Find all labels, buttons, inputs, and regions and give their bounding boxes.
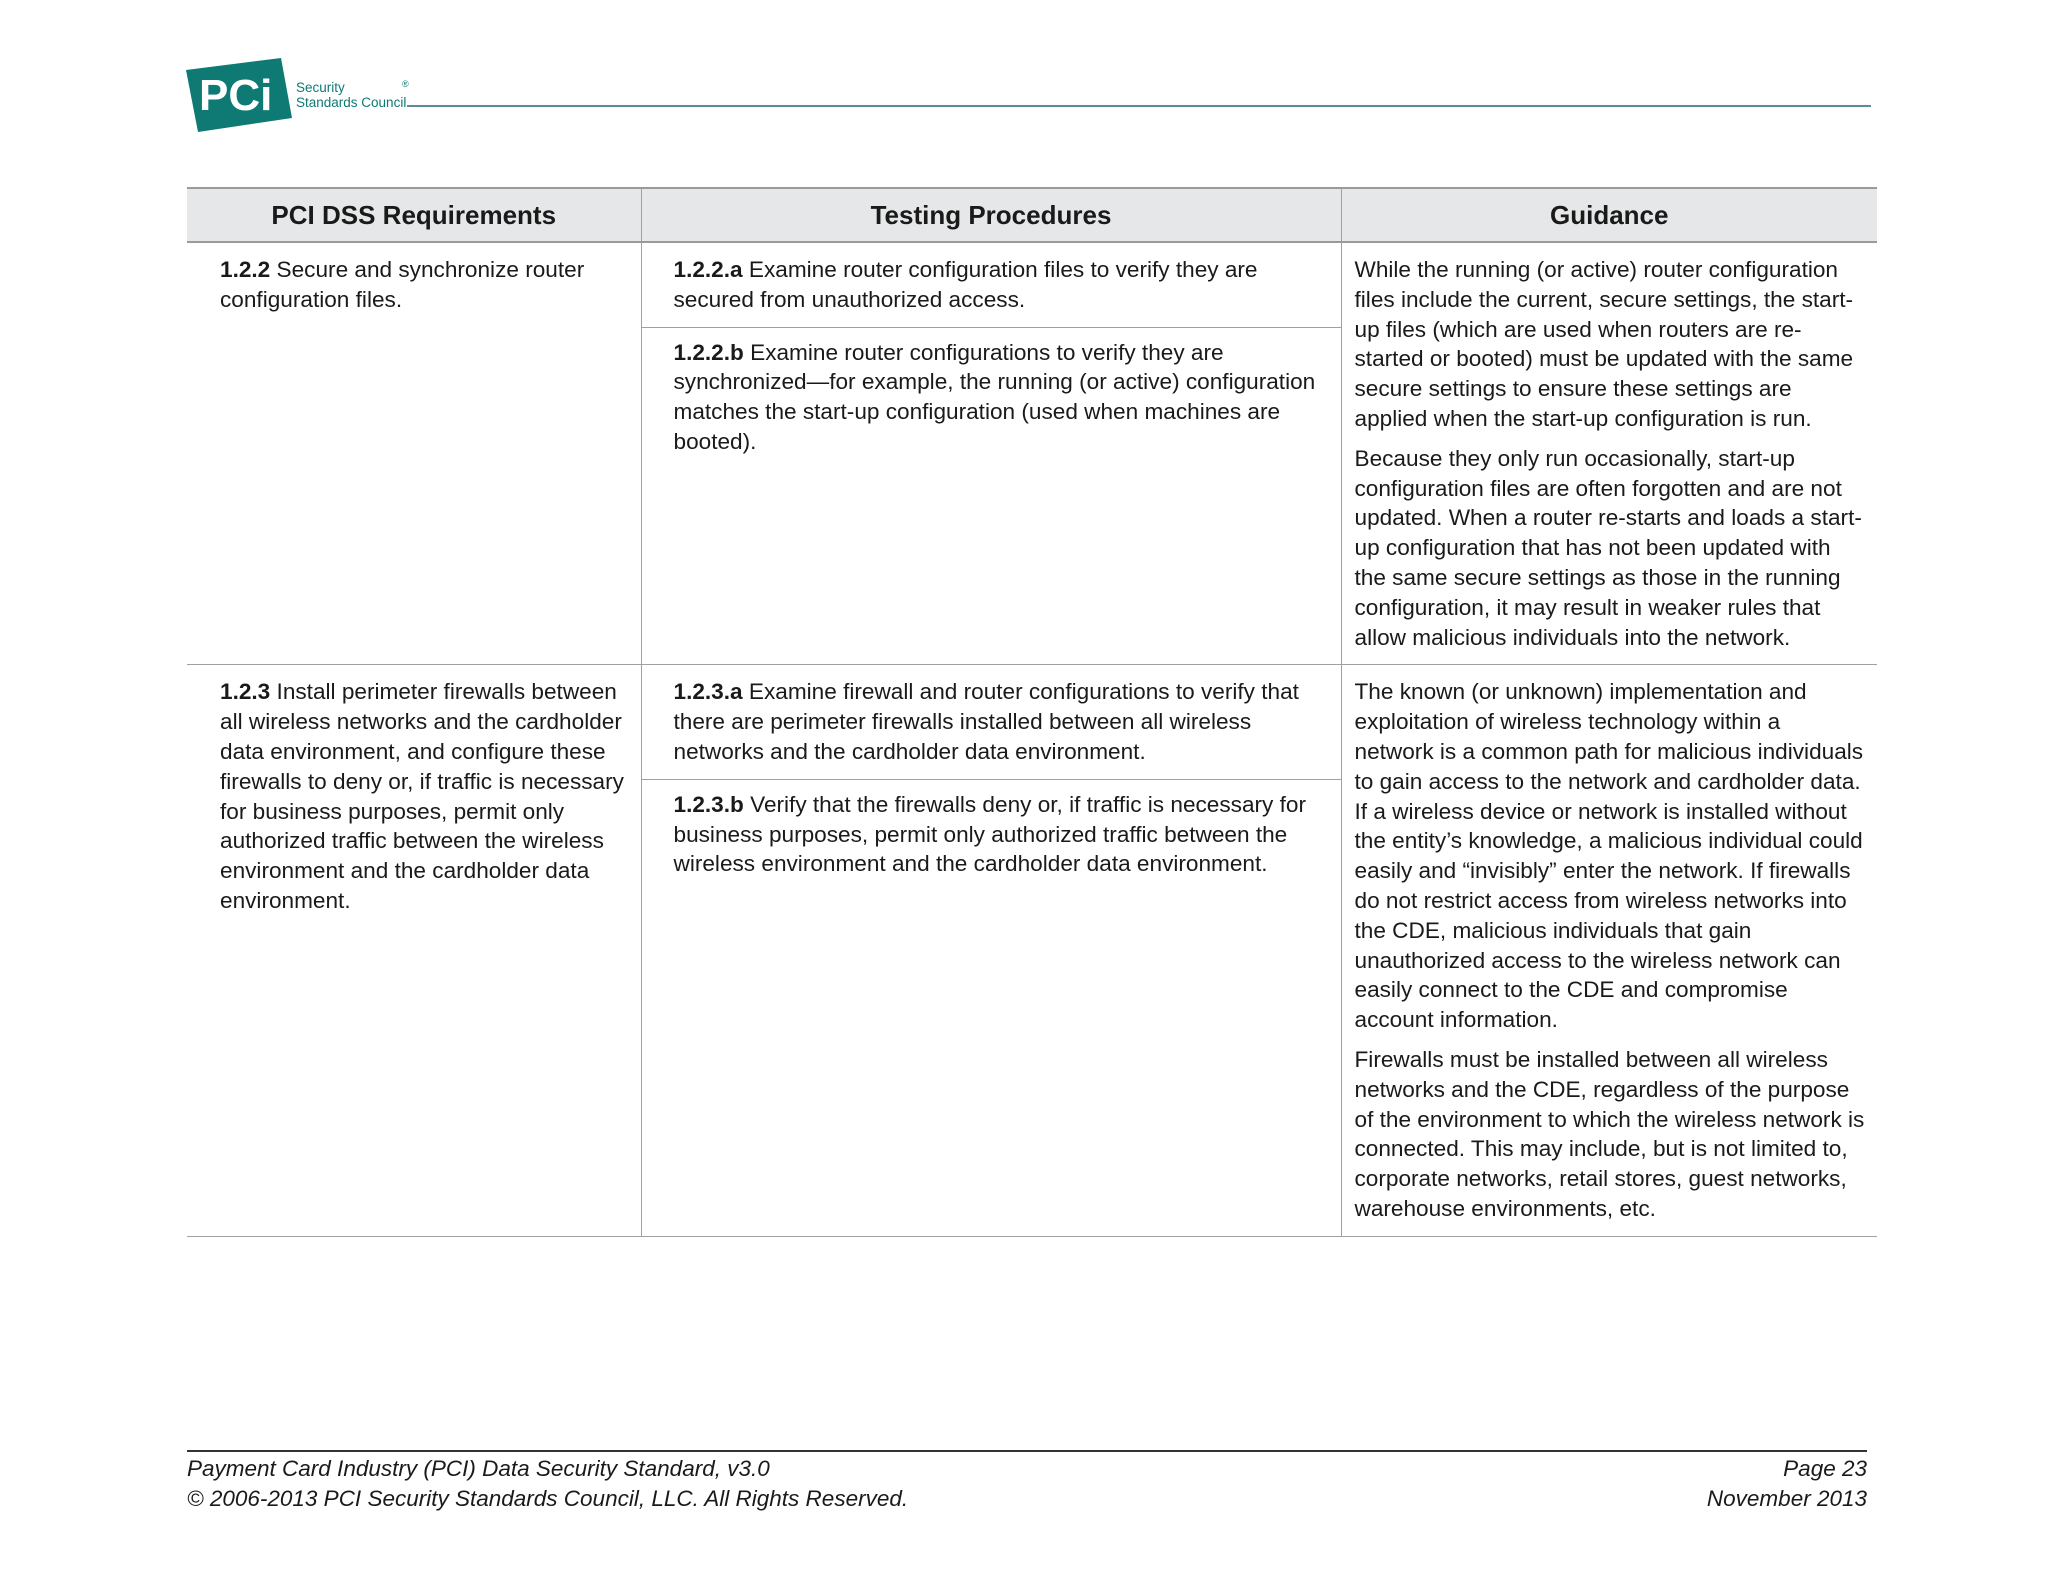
footer-date: November 2013 [1706, 1486, 1867, 1511]
requirement-cell [187, 665, 641, 1236]
procedure-text: Examine firewall and router configurations to verify that there are perimeter firewalls installed between all wireless networks and the cardholder data environment. [673, 679, 1299, 764]
requirement-ref: 1.2.2 [220, 257, 271, 282]
logo-mark: PCi [199, 71, 273, 120]
requirement-cell [187, 242, 641, 665]
header-rule [407, 105, 1871, 107]
procedure-text: Verify that the firewalls deny or, if traffic is necessary for business purposes, permit only authorized traffic between the wireless environment and the cardholder data environment. [673, 791, 1306, 877]
guidance-paragraph: The known (or unknown) implementation and exploitation of wireless technology within a network is a common path for malicious individuals to gain access to the network and cardholder data. If a wireless device or network is installed without the entity’s knowledge, a malicious individual could easily and “invisibly” enter the network. If firewalls do not restrict access from wireless networks into the CDE, malicious individuals that gain unauthorized access to the wireless network can easily connect to the CDE and compromise account information. [1354, 679, 1864, 1033]
guidance-cell [1341, 665, 1877, 1236]
requirements-table [187, 187, 1877, 1237]
procedure-cell [641, 779, 1341, 1236]
procedure-ref: 1.2.2.b [673, 339, 744, 365]
footer-rule [187, 1450, 1867, 1452]
header-guidance: Guidance [1341, 188, 1877, 242]
procedure-text: Examine router configuration files to verify they are secured from unauthorized access. [673, 257, 1258, 312]
registered-mark: ® [402, 79, 409, 89]
table-row [187, 242, 1877, 327]
requirement-ref: 1.2.3 [220, 679, 271, 705]
procedure-ref: 1.2.3.a [673, 679, 743, 705]
guidance-paragraph: Because they only run occasionally, start-up configuration files are often forgotten and are not updated. When a router re-starts and loads a start-up configuration that has not been updated with the same secure settings as those in the running configuration, it may result in weaker rules that allow malicious individuals into the network. [1354, 445, 1862, 650]
footer-copyright: © 2006-2013 PCI Security Standards Council, LLC. All Rights Reserved. [187, 1486, 909, 1511]
logo-line1: Security [296, 80, 345, 95]
header-requirements: PCI DSS Requirements [187, 188, 641, 242]
requirement-text: Install perimeter firewalls between all wireless networks and the cardholder data environment, and configure these firewalls to deny or, if traffic is necessary for business purposes, permit only authorized traffic between the wireless environment and the cardholder data environment. [220, 679, 624, 913]
guidance-cell [1341, 242, 1877, 665]
procedure-ref: 1.2.3.b [673, 791, 744, 817]
logo-line2: Standards Council [296, 95, 407, 110]
procedure-text: Examine router configurations to verify they are synchronized—for example, the running (or active) configuration matches the start-up configuration (used when machines are booted). [673, 339, 1316, 454]
guidance-paragraph: Firewalls must be installed between all wireless networks and the CDE, regardless of the purpose of the environment to which the wireless network is connected. This may include, but is not limited to, corporate networks, retail stores, guest networks, warehouse environments, etc. [1354, 1046, 1865, 1221]
guidance-paragraph: While the running (or active) router configuration files include the current, secure settings, the start-up files (which are used when routers are re-started or booted) must be updated with the same secure settings to ensure these settings are applied when the start-up configuration is run. [1354, 257, 1854, 431]
procedure-cell [641, 242, 1341, 327]
procedure-cell [641, 665, 1341, 779]
procedure-ref: 1.2.2.a [673, 257, 743, 282]
table-row [187, 665, 1877, 779]
procedure-cell [641, 327, 1341, 665]
footer-document-title: Payment Card Industry (PCI) Data Security Standard, v3.0 [187, 1456, 770, 1481]
footer-page-number: Page 23 [1783, 1456, 1867, 1481]
pci-logo [186, 58, 418, 132]
header-testing-procedures: Testing Procedures [641, 188, 1341, 242]
requirement-text: Secure and synchronize router configuration files. [220, 257, 585, 312]
table-header-row [187, 188, 1877, 242]
